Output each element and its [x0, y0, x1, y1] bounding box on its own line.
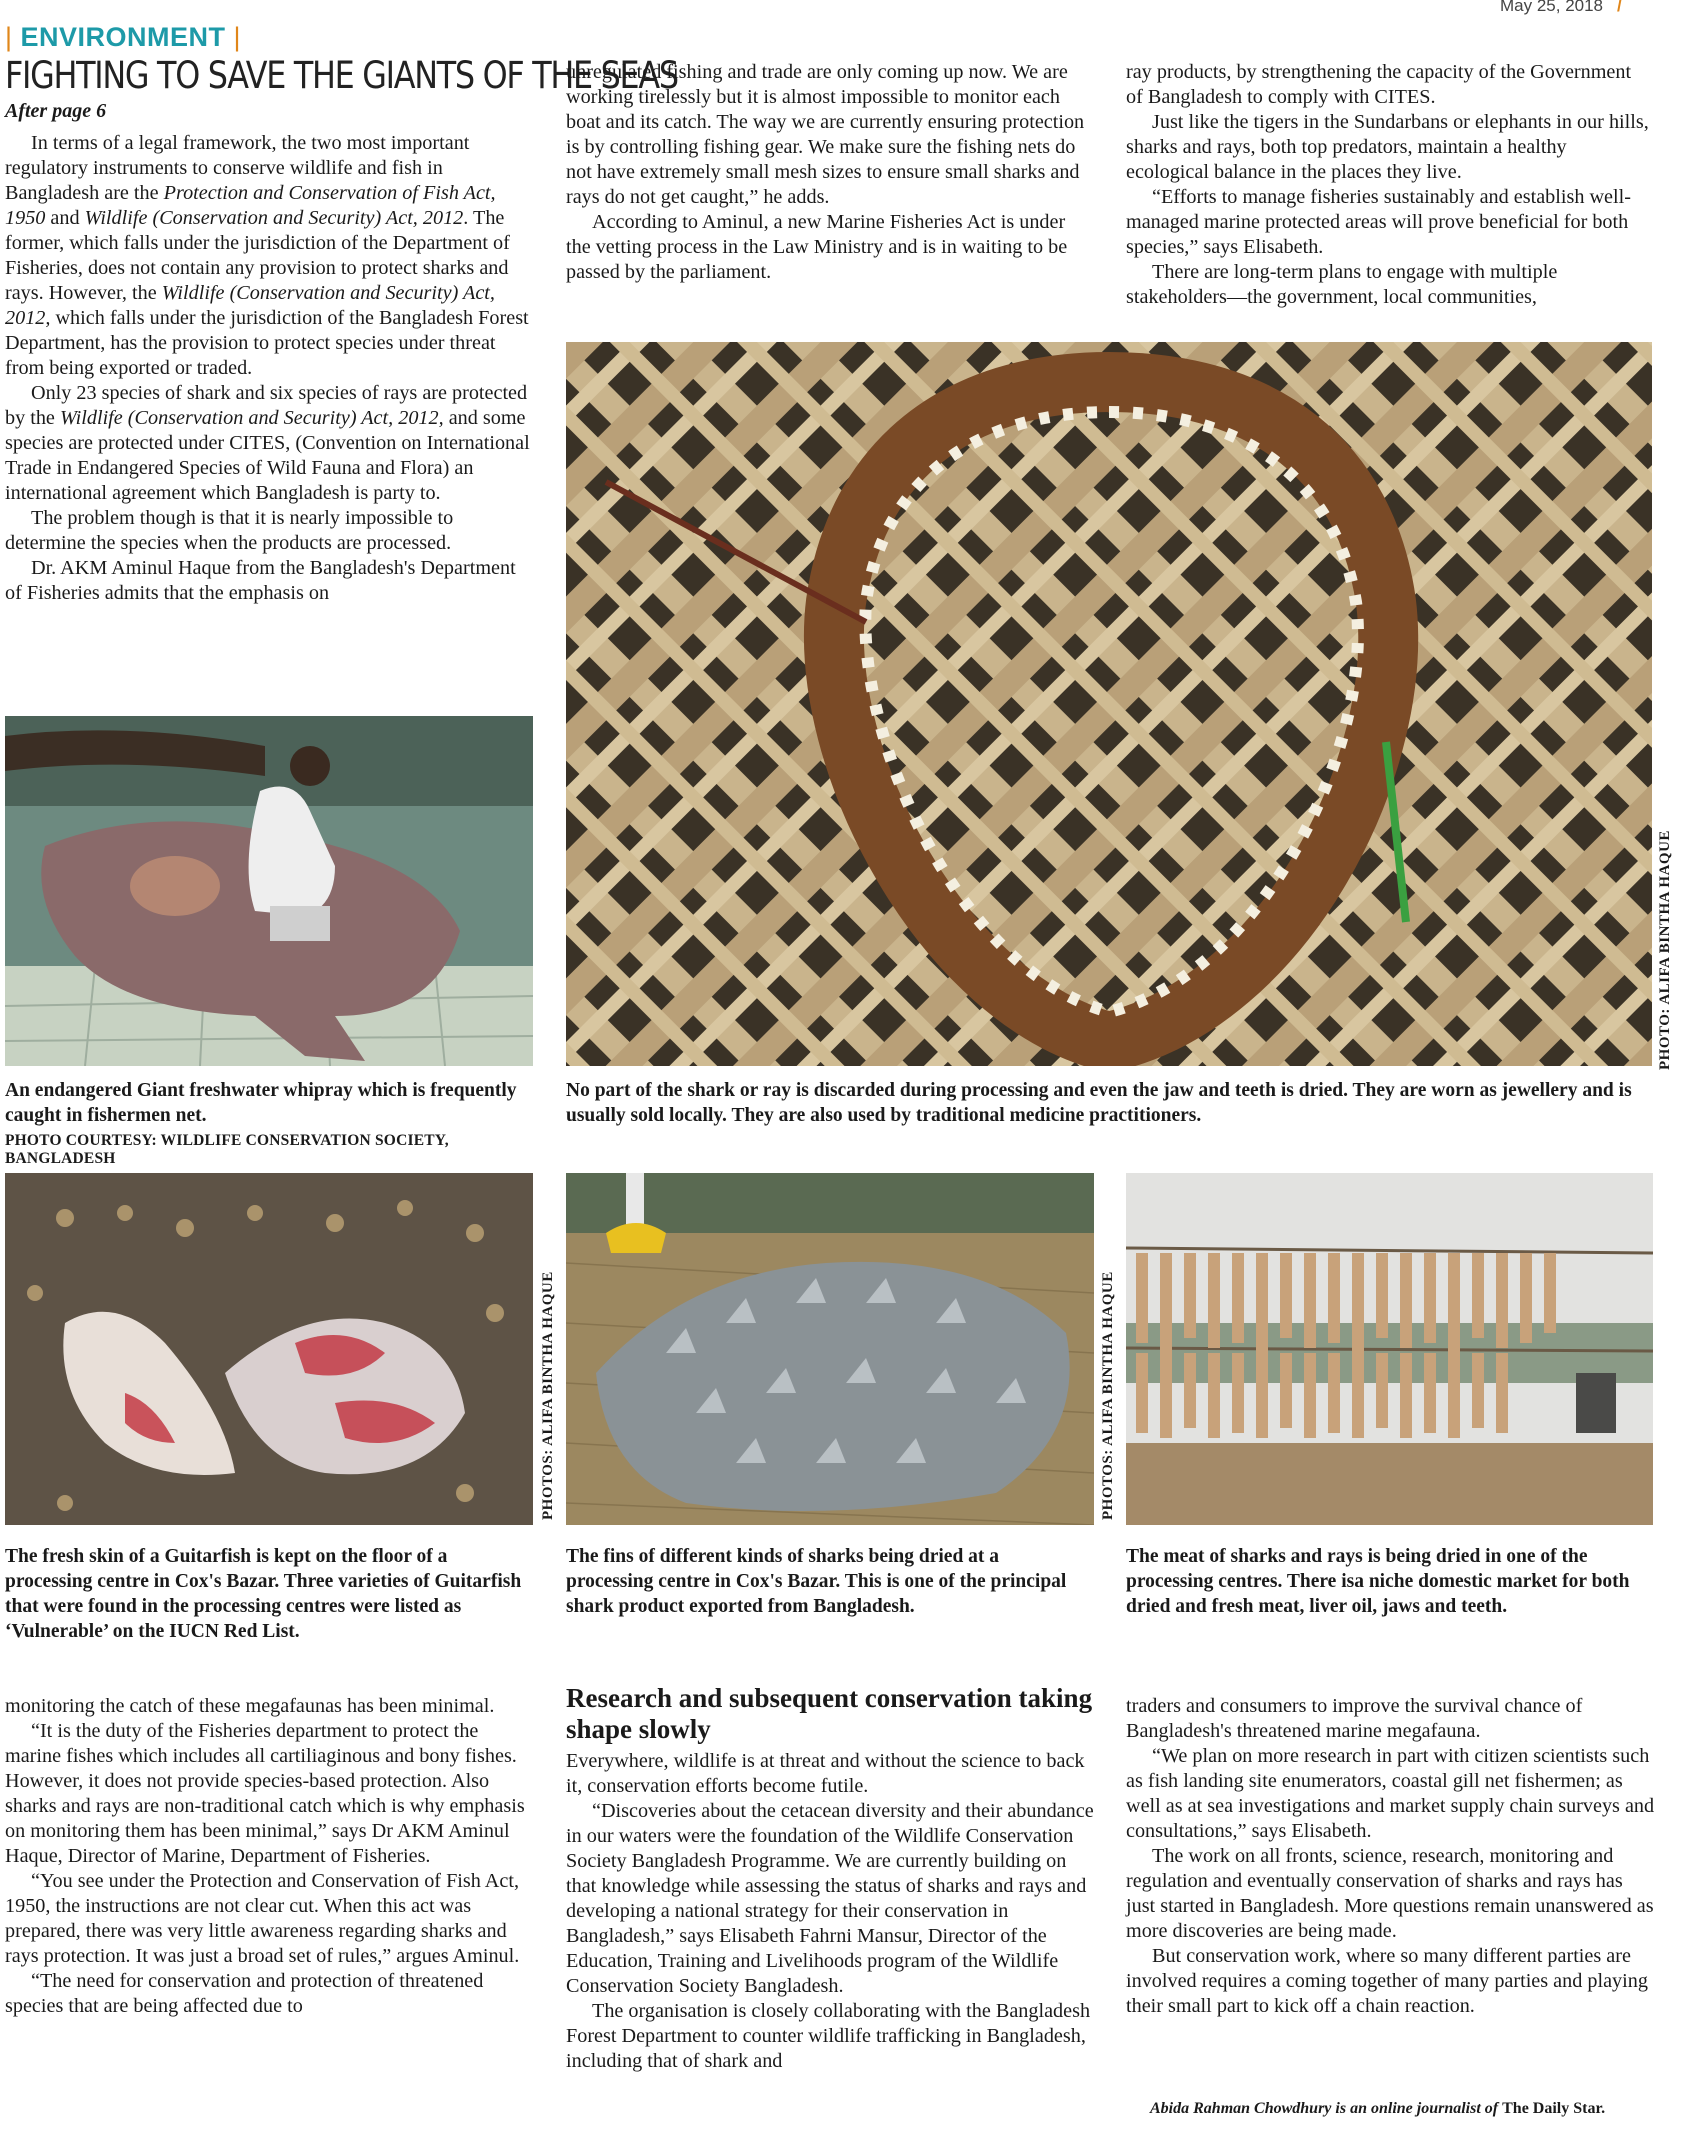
fins-caption: The fins of different kinds of sharks being dried at a processing centre in Cox's Bazar. This is one of the principal shark product exported from Bangladesh.: [566, 1546, 1067, 1617]
whipray-photo: [5, 716, 533, 1066]
paragraph: In terms of a legal framework, the two most important regulatory instruments to conserve wildlife and fish in Bangladesh are the Protection and Conservation of Fish Act, 1950 and Wildlife (Conservation and Security) Act, 2012. The former, which falls under the jurisdiction of the Department of Fisheries, does not contain any provision to protect sharks and rays. However, the Wildlife (Conservation and Security) Act, 2012, which falls under the jurisdiction of the Bangladesh Forest Department, has the provision to protect species under threat from being exported or traded.: [5, 132, 529, 379]
paragraph: “The need for conservation and protection of threatened species that are being affected due to: [5, 1970, 484, 2017]
paragraph: “Efforts to manage fisheries sustainably and establish well-managed marine protected areas will prove beneficial for both species,” says Elisabeth.: [1126, 186, 1631, 258]
paragraph: There are long-term plans to engage with multiple stakeholders—the government, local communities,: [1126, 261, 1558, 308]
article-column-3-bottom: [1126, 1694, 1656, 2019]
paragraph: According to Aminul, a new Marine Fisheries Act is under the vetting process in the Law Ministry and is in waiting to be passed by the parliament.: [566, 211, 1068, 283]
paragraph: traders and consumers to improve the survival chance of Bangladesh's threatened marine megafauna.: [1126, 1695, 1583, 1742]
paragraph: “You see under the Protection and Conservation of Fish Act, 1950, the instructions are not clear cut. When this act was prepared, there was very little awareness regarding sharks and rays protection. It was just a broad set of rules,” argues Aminul.: [5, 1870, 520, 1967]
issue-date: May 25, 2018 /: [1500, 0, 1622, 15]
article-column-2-top: [566, 60, 1086, 285]
paragraph: The problem though is that it is nearly impossible to determine the species when the products are processed.: [5, 507, 454, 554]
paragraph: “Discoveries about the cetacean diversity and their abundance in our waters were the foundation of the Wildlife Conservation Society Bangladesh Programme. We are currently building on that knowledge while assessing the status of sharks and rays and developing a national strategy for their conservation in Bangladesh,” says Elisabeth Fahrni Mansur, Director of the Education, Training and Livelihoods program of the Wildlife Conservation Society Bangladesh.: [566, 1800, 1094, 1997]
shark-fins-photo: [566, 1173, 1094, 1525]
article-column-1-top: [5, 131, 530, 606]
whipray-caption: An endangered Giant freshwater whipray which is frequently caught in fishermen net.: [5, 1080, 517, 1126]
paragraph: ray products, by strengthening the capacity of the Government of Bangladesh to comply with CITES.: [1126, 61, 1632, 108]
section-label: | ENVIRONMENT |: [5, 22, 242, 52]
drying-meat-photo: [1126, 1173, 1653, 1525]
headline: FIGHTING TO SAVE THE GIANTS OF THE SEAS: [5, 54, 678, 97]
guitarfish-photo: [5, 1173, 533, 1525]
paragraph: unregulated fishing and trade are only coming up now. We are working tirelessly but it is almost impossible to monitor each boat and its catch. The way we are currently ensuring protection is by controlling fishing gear. We make sure the fishing nets do not have extremely small mesh sizes to ensure small sharks and rays do not get caught,” he adds.: [566, 61, 1085, 208]
jaw-caption: No part of the shark or ray is discarded during processing and even the jaw and teeth is dried. They are worn as jewellery and is usually sold locally. They are also used by traditional medicine practitioners.: [566, 1080, 1632, 1126]
article-column-1-bottom: [5, 1694, 530, 2019]
guitarfish-caption: The fresh skin of a Guitarfish is kept on the floor of a processing centre in Cox's Bazar. Three varieties of Guitarfish that were found in the processing centres were listed as ‘Vulnerable’ on the IUCN Red List.: [5, 1546, 522, 1642]
meat-photo-credit: PHOTOS: ALIFA BINTHA HAQUE: [1100, 1271, 1116, 1520]
meat-caption: The meat of sharks and rays is being dried in one of the processing centres. There isa niche domestic market for both dried and fresh meat, liver oil, jaws and teeth.: [1126, 1546, 1630, 1617]
jaw-photo-credit: PHOTO: ALIFA BINTHA HAQUE: [1657, 830, 1673, 1070]
paragraph: “We plan on more research in part with citizen scientists such as fish landing site enumerators, coastal gill net fishermen; as well as at sea investigations and market supply chain surveys and consultations,” says Elisabeth.: [1126, 1745, 1655, 1842]
paragraph: The work on all fronts, science, research, monitoring and regulation and eventually conservation of sharks and rays has just started in Bangladesh. More questions remain unanswered as more discoveries are being made.: [1126, 1845, 1654, 1942]
shark-jaw-photo: [566, 342, 1652, 1066]
paragraph: monitoring the catch of these megafaunas has been minimal.: [5, 1695, 495, 1717]
paragraph: But conservation work, where so many different parties are involved requires a coming together of many parties and playing their small part to kick off a chain reaction.: [1126, 1945, 1648, 2017]
continued-from: After page 6: [5, 100, 107, 122]
paragraph: The organisation is closely collaborating with the Bangladesh Forest Department to counter wildlife trafficking in Bangladesh, including that of shark and: [566, 2000, 1091, 2072]
article-column-3-top: [1126, 60, 1651, 310]
paragraph: Only 23 species of shark and six species of rays are protected by the Wildlife (Conservation and Security) Act, 2012, and some species are protected under CITES, (Convention on International Trade in Endangered Species of Wild Fauna and Flora) an international agreement which Bangladesh is party to.: [5, 382, 530, 504]
article-column-2-bottom: [566, 1683, 1094, 2074]
subheading: Research and subsequent conservation taking shape slowly: [566, 1683, 1093, 1744]
paragraph: Just like the tigers in the Sundarbans or elephants in our hills, sharks and rays, both top predators, maintain a healthy ecological balance in the places they live.: [1126, 111, 1649, 183]
paragraph: Everywhere, wildlife is at threat and without the science to back it, conservation efforts become futile.: [566, 1750, 1085, 1797]
author-byline: Abida Rahman Chowdhury is an online journalist of The Daily Star.: [1150, 2100, 1606, 2117]
fins-photo-credit: PHOTOS: ALIFA BINTHA HAQUE: [540, 1271, 556, 1520]
paragraph: Dr. AKM Aminul Haque from the Bangladesh's Department of Fisheries admits that the emphasis on: [5, 557, 516, 604]
whipray-credit: PHOTO COURTESY: WILDLIFE CONSERVATION SOCIETY, BANGLADESH: [5, 1132, 449, 1167]
paragraph: “It is the duty of the Fisheries department to protect the marine fishes which includes all cartiliaginous and bony fishes. However, it does not provide species-based protection. Also sharks and rays are non-traditional catch which is why emphasis on monitoring them has been minimal,” says Dr AKM Aminul Haque, Director of Marine, Department of Fisheries.: [5, 1720, 525, 1867]
